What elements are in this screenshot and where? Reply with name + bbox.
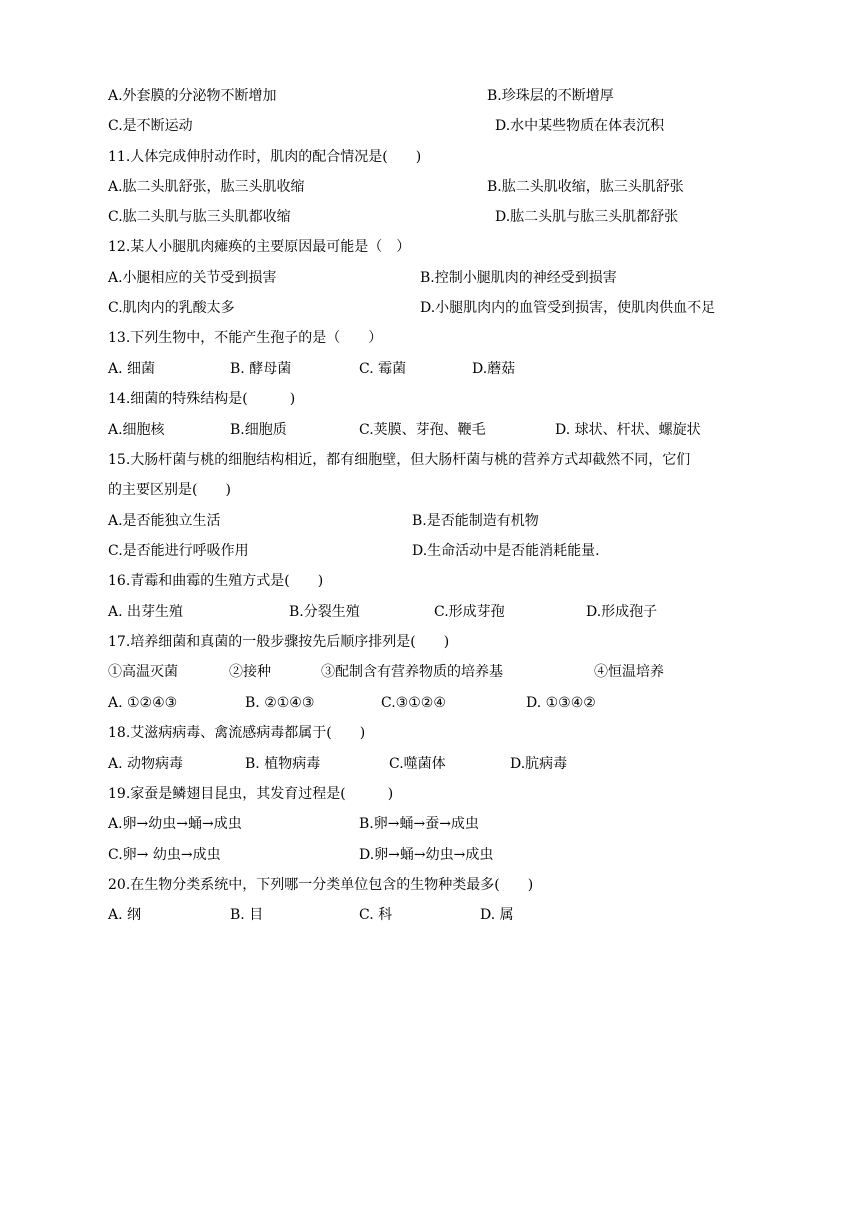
q15-stem-line1: 15.大肠杆菌与桃的细胞结构相近，都有细胞壁，但大肠杆菌与桃的营养方式却截然不同，它们 [108, 452, 691, 468]
q13-option-d: D.蘑菇 [472, 361, 516, 377]
q11-option-b: B.肱二头肌收缩，肱三头肌舒张 [487, 179, 684, 195]
q11-option-c: C.肱二头肌与肱三头肌都收缩 [108, 209, 291, 225]
q16-option-d: D.形成孢子 [586, 604, 658, 620]
q11-option-d: D.肱二头肌与肱三头肌都舒张 [495, 209, 679, 225]
q15-option-a: A.是否能独立生活 [108, 513, 221, 529]
q10-option-c: C.是不断运动 [108, 118, 193, 134]
q17-option-d: D. ①③④② [526, 695, 596, 711]
q10-option-d: D.水中某些物质在体表沉积 [495, 118, 665, 134]
q10-option-b: B.珍珠层的不断增厚 [487, 88, 614, 104]
q17-step-4: ④恒温培养 [594, 664, 664, 680]
q17-step-1: ①高温灭菌 [108, 664, 178, 680]
q18-option-a: A. 动物病毒 [108, 756, 184, 772]
q18-option-d: D.肮病毒 [510, 756, 568, 772]
q17-step-2: ②接种 [229, 664, 271, 680]
q18-option-b: B. 植物病毒 [245, 756, 321, 772]
q12-option-a: A.小腿相应的关节受到损害 [108, 270, 277, 286]
q16-stem: 16.青霉和曲霉的生殖方式是( ) [108, 573, 324, 589]
q20-option-b: B. 目 [230, 907, 264, 923]
q12-option-c: C.肌肉内的乳酸太多 [108, 300, 235, 316]
q13-option-a: A. 细菌 [108, 361, 156, 377]
q20-option-c: C. 科 [359, 907, 393, 923]
q18-stem: 18.艾滋病病毒、禽流感病毒都属于( ) [108, 725, 366, 741]
q15-option-c: C.是否能进行呼吸作用 [108, 543, 249, 559]
q13-option-c: C. 霉菌 [359, 361, 407, 377]
q12-option-b: B.控制小腿肌肉的神经受到损害 [420, 270, 617, 286]
q12-stem: 12.某人小腿肌肉瘫痪的主要原因最可能是（ ） [108, 239, 411, 255]
q13-stem: 13.下列生物中，不能产生孢子的是（ ） [108, 330, 383, 346]
q19-option-d: D.卵→蛹→幼虫→成虫 [359, 847, 494, 863]
q15-option-d: D.生命活动中是否能消耗能量. [412, 543, 600, 559]
q10-option-a: A.外套膜的分泌物不断增加 [108, 88, 277, 104]
q18-option-c: C.噬菌体 [389, 756, 446, 772]
q20-option-d: D. 属 [480, 907, 514, 923]
q16-option-b: B.分裂生殖 [289, 604, 360, 620]
q14-option-c: C.荚膜、芽孢、鞭毛 [359, 422, 486, 438]
q17-option-b: B. ②①④③ [245, 695, 315, 711]
q20-option-a: A. 纲 [108, 907, 142, 923]
q17-step-3: ③配制含有营养物质的培养基 [321, 664, 503, 680]
q19-option-a: A.卵→幼虫→蛹→成虫 [108, 816, 242, 832]
q17-stem: 17.培养细菌和真菌的一般步骤按先后顺序排列是( ) [108, 634, 450, 650]
q14-option-b: B.细胞质 [230, 422, 287, 438]
q15-option-b: B.是否能制造有机物 [412, 513, 539, 529]
q14-option-a: A.细胞核 [108, 422, 165, 438]
q19-option-c: C.卵→ 幼虫→成虫 [108, 847, 221, 863]
q14-stem: 14.细菌的特殊结构是( ) [108, 391, 296, 407]
q13-option-b: B. 酵母菌 [230, 361, 292, 377]
q14-option-d: D. 球状、杆状、螺旋状 [555, 422, 701, 438]
q19-stem: 19.家蚕是鳞翅目昆虫，其发育过程是( ) [108, 786, 394, 802]
q11-option-a: A.肱二头肌舒张，肱三头肌收缩 [108, 179, 305, 195]
q12-option-d: D.小腿肌肉内的血管受到损害，使肌肉供血不足 [420, 300, 716, 316]
q19-option-b: B.卵→蛹→蚕→成虫 [359, 816, 479, 832]
q20-stem: 20.在生物分类系统中，下列哪一分类单位包含的生物种类最多( ) [108, 877, 534, 893]
q16-option-c: C.形成芽孢 [434, 604, 505, 620]
q15-stem-line2: 的主要区别是( ) [108, 482, 231, 498]
q17-option-a: A. ①②④③ [108, 695, 178, 711]
q11-stem: 11.人体完成伸肘动作时，肌肉的配合情况是( ) [108, 149, 422, 165]
q16-option-a: A. 出芽生殖 [108, 604, 184, 620]
q17-option-c: C.③①②④ [381, 695, 446, 711]
